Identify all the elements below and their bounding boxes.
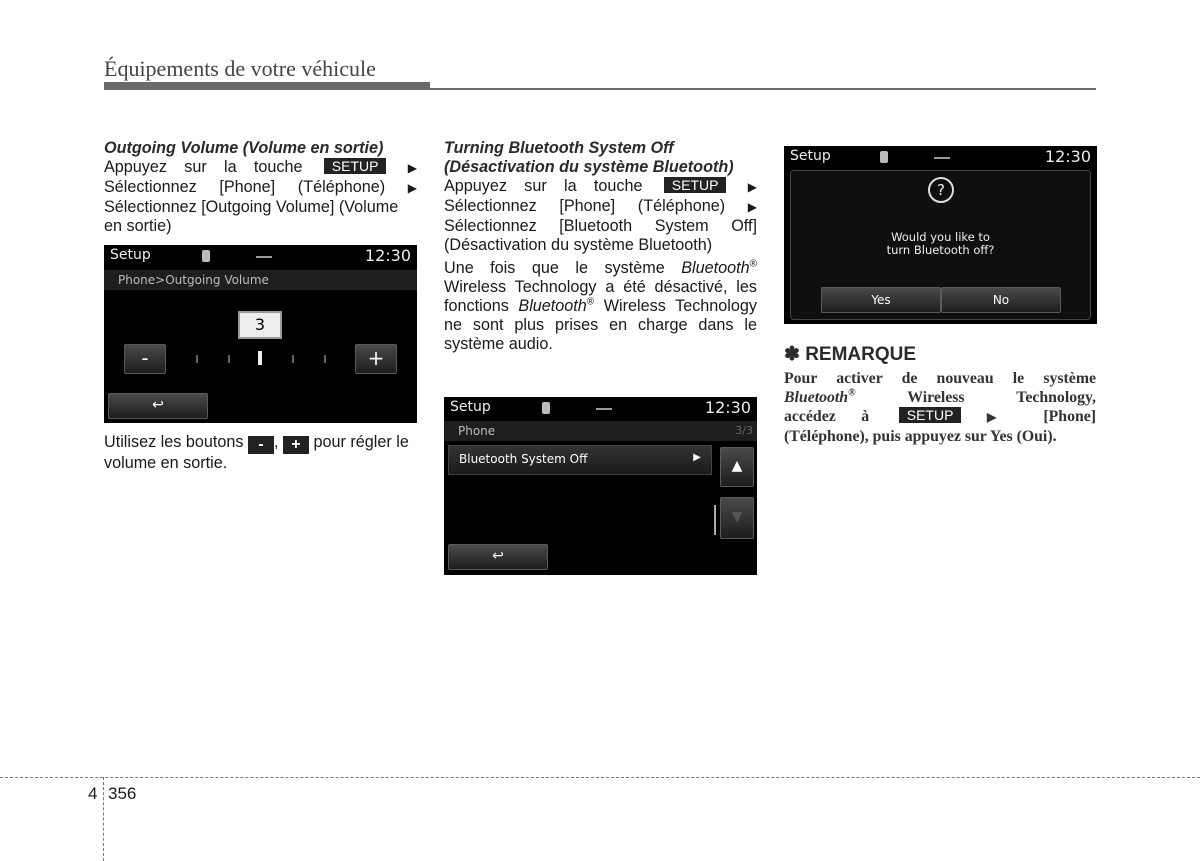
clock: 12:30 (1044, 147, 1091, 166)
volume-minus-button[interactable]: - (124, 344, 166, 374)
instruction-line: Appuyez sur la touche SETUP ▶ (104, 158, 417, 176)
screen-outgoing-volume (104, 245, 417, 423)
footer-divider (0, 777, 1200, 778)
column-outgoing-volume (104, 139, 417, 236)
back-icon: ↩ (152, 397, 164, 413)
setup-key-label: SETUP (324, 158, 387, 174)
bluetooth-icon (202, 250, 210, 262)
arrow-right-icon: ▶ (407, 161, 417, 175)
clock: 12:30 (704, 398, 751, 417)
setup-key-label: SETUP (664, 177, 727, 193)
screen-title: Setup (110, 247, 151, 263)
clock: 12:30 (364, 246, 411, 265)
instruction-line: Sélectionnez [Outgoing Volume] (Volume en sortie) (104, 198, 399, 235)
bluetooth-icon (880, 151, 888, 163)
arrow-right-icon: ▶ (407, 181, 418, 195)
status-bar (444, 397, 757, 419)
screen-title: Setup (450, 399, 491, 415)
arrow-right-icon: ▶ (747, 200, 758, 214)
status-bar (104, 245, 417, 267)
volume-value: 3 (238, 311, 282, 339)
dialog-box (790, 170, 1091, 320)
usb-icon (256, 256, 272, 258)
breadcrumb: Phone 3/3 (444, 421, 757, 441)
note-body: Pour activer de nouveau le système Bluetooth® Wireless Technology, accédez à SETUP ▶ [Phone] (Téléphone), puis appuyez sur Yes (Oui). (784, 370, 1097, 445)
screen-title: Setup (790, 148, 831, 164)
section-subheading: (Désactivation du système Bluetooth) (444, 158, 734, 176)
bluetooth-icon (542, 402, 550, 414)
paragraph: Une fois que le système Bluetooth® Wireless Technology a été désactivé, les fonctions Bluetooth® Wireless Technology ne sont plus prises en charge dans le système audio. (444, 258, 758, 353)
arrow-right-icon: ▶ (747, 180, 757, 194)
screen-phone-menu (444, 397, 757, 575)
column-bluetooth-off (444, 139, 757, 354)
plus-button-icon: + (283, 436, 309, 454)
page-indicator: 3/3 (735, 424, 753, 437)
scroll-down-button[interactable] (720, 497, 754, 539)
question-icon: ? (928, 177, 954, 203)
instruction-line: Sélectionnez [Phone] (Téléphone) ▶ (444, 197, 758, 215)
back-button[interactable] (448, 544, 548, 570)
header-rule-thin (430, 88, 1096, 90)
section-heading: Outgoing Volume (Volume en sortie) (104, 139, 384, 157)
setup-key-label: SETUP (899, 407, 962, 423)
scrollbar[interactable] (714, 505, 716, 535)
note-title: ✽ REMARQUE (784, 344, 917, 365)
instruction-line: (Désactivation du système Bluetooth) (444, 236, 713, 254)
instruction-line: Sélectionnez [Bluetooth System Off] (444, 217, 757, 235)
dialog-message: Would you like to turn Bluetooth off? (886, 230, 995, 257)
header-rule-thick (104, 82, 430, 90)
no-button[interactable]: No (941, 287, 1061, 313)
usb-icon (596, 408, 612, 410)
chapter-number: 4 (88, 784, 98, 803)
status-bar (784, 146, 1097, 168)
yes-button[interactable]: Yes (821, 287, 941, 313)
triangle-down-icon: ▼ (731, 509, 743, 525)
volume-level-indicator (258, 351, 262, 365)
footer-vertical-divider (103, 777, 104, 861)
back-button[interactable] (108, 393, 208, 419)
volume-tick (292, 355, 294, 363)
arrow-right-icon: ▶ (693, 452, 701, 463)
breadcrumb: Phone>Outgoing Volume (104, 270, 417, 290)
volume-buttons-note: Utilisez les boutons - , + pour régler le volume en sortie. (104, 433, 409, 472)
section-heading: Turning Bluetooth System Off (444, 139, 674, 157)
page-header-title: Équipements de votre véhicule (104, 56, 376, 81)
screen-confirm-dialog (784, 146, 1097, 324)
triangle-up-icon: ▲ (731, 458, 743, 474)
minus-button-icon: - (248, 436, 274, 454)
volume-tick (324, 355, 326, 363)
volume-tick (196, 355, 198, 363)
volume-tick (228, 355, 230, 363)
arrow-right-icon: ▶ (965, 410, 1018, 424)
volume-plus-button[interactable]: + (355, 344, 397, 374)
instruction-line: Appuyez sur la touche SETUP ▶ (444, 177, 757, 195)
instruction-line: Sélectionnez [Phone] (Téléphone) ▶ (104, 178, 418, 196)
menu-item-bluetooth-system-off[interactable]: Bluetooth System Off ▶ (448, 445, 712, 475)
back-icon: ↩ (492, 548, 504, 564)
usb-icon (934, 157, 950, 159)
page-number: 356 (108, 784, 137, 803)
scroll-up-button[interactable] (720, 447, 754, 487)
